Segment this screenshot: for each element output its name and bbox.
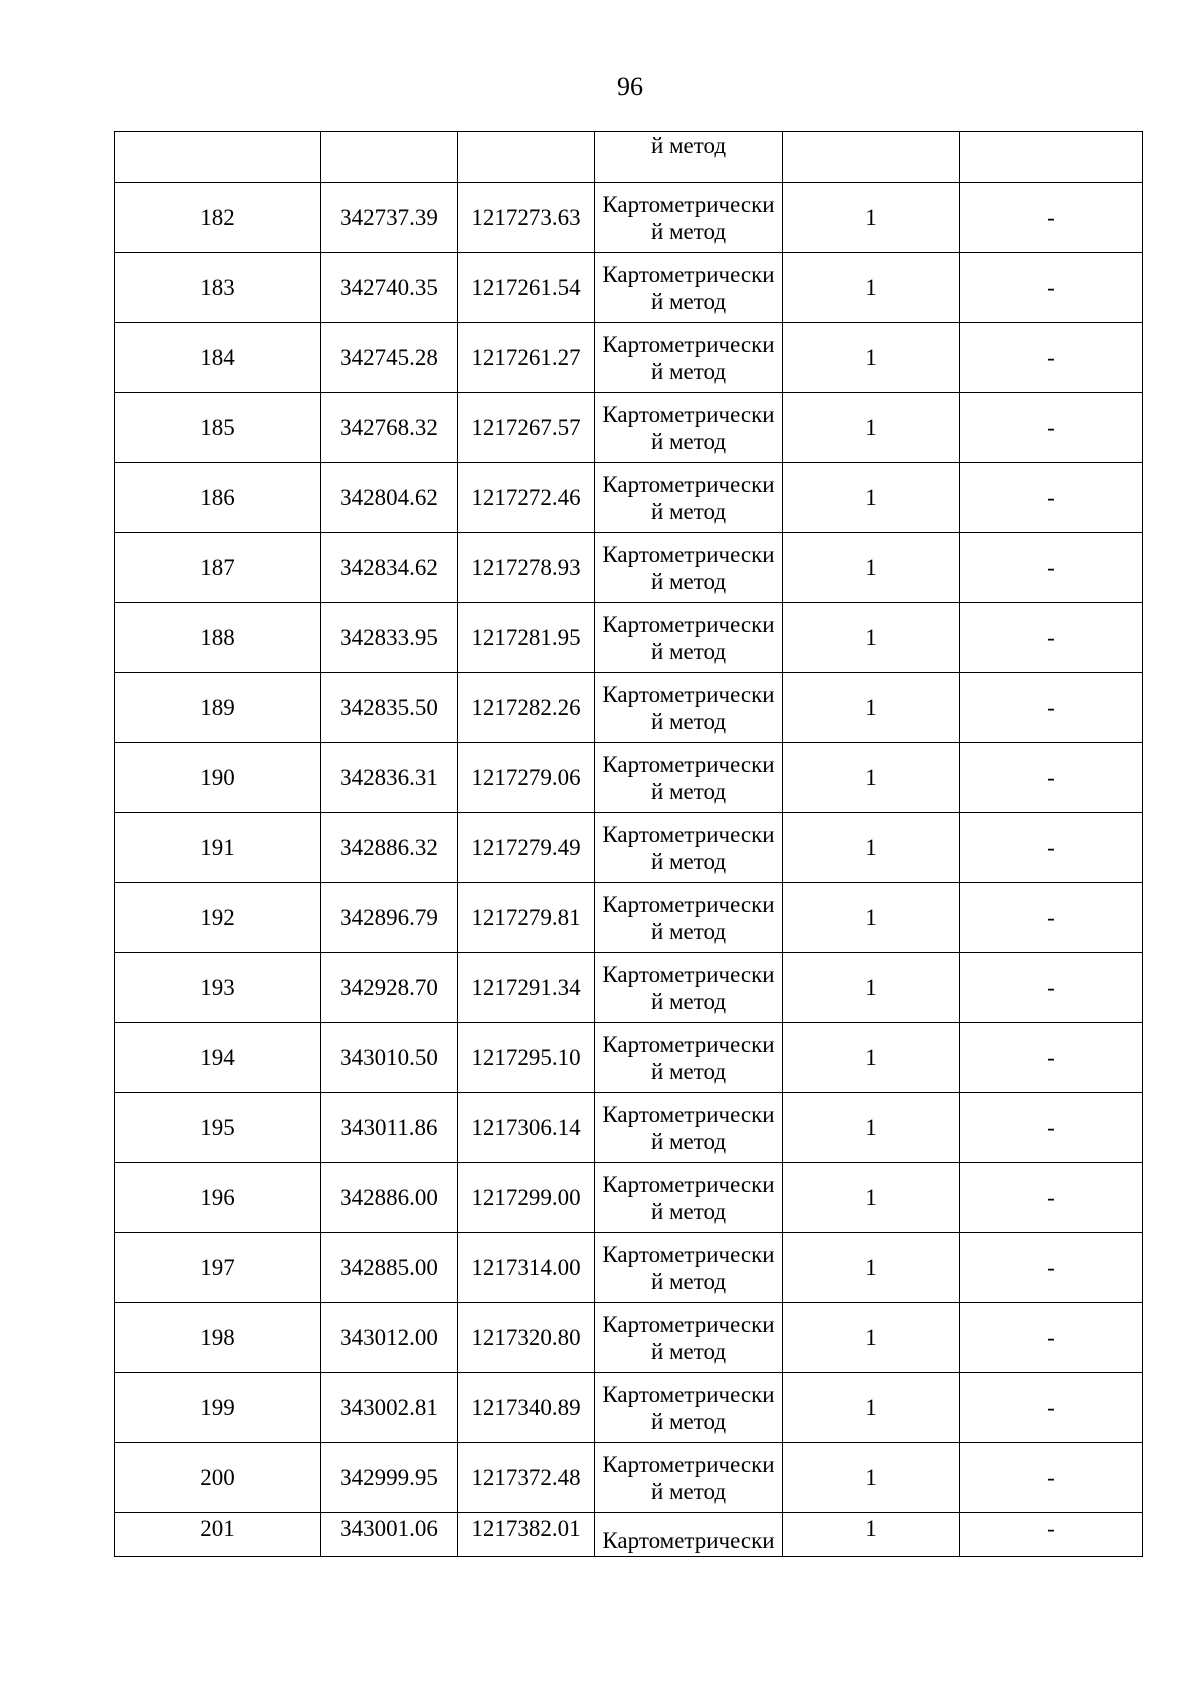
x-coordinate-cell: 342833.95 bbox=[321, 603, 458, 673]
method-line-1: Картометрически bbox=[602, 1451, 775, 1477]
method-line-1: Картометрически bbox=[602, 751, 775, 777]
accuracy-cell: 1 bbox=[783, 1303, 960, 1373]
method-cell bbox=[595, 603, 783, 673]
y-coordinate-cell: 1217306.14 bbox=[458, 1093, 595, 1163]
accuracy-cell: 1 bbox=[783, 1023, 960, 1093]
x-coordinate-cell: 342928.70 bbox=[321, 953, 458, 1023]
method-cell bbox=[595, 1373, 783, 1443]
y-coordinate-cell: 1217299.00 bbox=[458, 1163, 595, 1233]
method-line-2: й метод bbox=[650, 1408, 727, 1434]
method-cell bbox=[595, 883, 783, 953]
description-cell: - bbox=[960, 603, 1143, 673]
y-coordinate-cell: 1217279.81 bbox=[458, 883, 595, 953]
table-row bbox=[115, 1443, 1143, 1513]
point-number-cell: 184 bbox=[115, 323, 321, 393]
method-line-1: Картометрически bbox=[602, 261, 775, 287]
accuracy-cell: 1 bbox=[783, 1373, 960, 1443]
point-number-cell: 182 bbox=[115, 183, 321, 253]
y-coordinate-cell: 1217372.48 bbox=[458, 1443, 595, 1513]
point-number-cell: 186 bbox=[115, 463, 321, 533]
description-cell: - bbox=[960, 673, 1143, 743]
table-row-continued bbox=[115, 132, 1143, 183]
method-cell bbox=[595, 743, 783, 813]
method-line-1: Картометрически bbox=[602, 1241, 775, 1267]
method-line-2: й метод bbox=[650, 498, 727, 524]
method-line-1: Картометрически bbox=[602, 821, 775, 847]
method-cell bbox=[595, 1023, 783, 1093]
y-coordinate-cell: 1217295.10 bbox=[458, 1023, 595, 1093]
x-coordinate-cell: 343011.86 bbox=[321, 1093, 458, 1163]
accuracy-cell: 1 bbox=[783, 1443, 960, 1513]
description-cell: - bbox=[960, 1443, 1143, 1513]
x-coordinate-cell: 342740.35 bbox=[321, 253, 458, 323]
y-coordinate-cell: 1217279.06 bbox=[458, 743, 595, 813]
x-coordinate-cell: 342885.00 bbox=[321, 1233, 458, 1303]
x-coordinate-cell: 342999.95 bbox=[321, 1443, 458, 1513]
x-coordinate-cell: 343012.00 bbox=[321, 1303, 458, 1373]
point-number-cell: 198 bbox=[115, 1303, 321, 1373]
accuracy-cell: 1 bbox=[783, 1233, 960, 1303]
table-row-last bbox=[115, 1513, 1143, 1557]
method-line-2: й метод bbox=[650, 1338, 727, 1364]
table-row bbox=[115, 393, 1143, 463]
method-cell bbox=[595, 673, 783, 743]
point-number-cell: 188 bbox=[115, 603, 321, 673]
accuracy-cell: 1 bbox=[783, 883, 960, 953]
method-line-1: Картометрически bbox=[602, 1171, 775, 1197]
accuracy-cell: 1 bbox=[783, 323, 960, 393]
method-cell bbox=[595, 953, 783, 1023]
description-cell: - bbox=[960, 1093, 1143, 1163]
table-row bbox=[115, 813, 1143, 883]
description-cell: - bbox=[960, 813, 1143, 883]
y-coordinate-cell: 1217272.46 bbox=[458, 463, 595, 533]
y-coordinate-cell: 1217278.93 bbox=[458, 533, 595, 603]
accuracy-cell: 1 bbox=[783, 1163, 960, 1233]
method-line-1: Картометрически bbox=[602, 1381, 775, 1407]
x-coordinate-cell: 342835.50 bbox=[321, 673, 458, 743]
table-row bbox=[115, 603, 1143, 673]
table-row bbox=[115, 673, 1143, 743]
method-line-1: Картометрически bbox=[602, 331, 775, 357]
x-coordinate-cell: 343002.81 bbox=[321, 1373, 458, 1443]
y-coordinate-cell bbox=[458, 132, 595, 183]
method-line-2: й метод bbox=[650, 918, 727, 944]
x-coordinate-cell: 342886.32 bbox=[321, 813, 458, 883]
point-number-cell: 187 bbox=[115, 533, 321, 603]
accuracy-cell: 1 bbox=[783, 813, 960, 883]
description-cell: - bbox=[960, 393, 1143, 463]
method-line-2: й метод bbox=[650, 848, 727, 874]
table-row bbox=[115, 1023, 1143, 1093]
table-row bbox=[115, 1093, 1143, 1163]
table-row bbox=[115, 323, 1143, 393]
description-cell: - bbox=[960, 323, 1143, 393]
accuracy-cell: 1 bbox=[783, 603, 960, 673]
point-number-cell: 185 bbox=[115, 393, 321, 463]
description-cell: - bbox=[960, 883, 1143, 953]
method-line-2: й метод bbox=[650, 1128, 727, 1154]
method-cell bbox=[595, 813, 783, 883]
accuracy-cell: 1 bbox=[783, 253, 960, 323]
y-coordinate-cell: 1217382.01 bbox=[458, 1513, 595, 1557]
accuracy-cell: 1 bbox=[783, 1513, 960, 1557]
method-line-1: Картометрически bbox=[602, 891, 775, 917]
method-cell bbox=[595, 533, 783, 603]
x-coordinate-cell: 342768.32 bbox=[321, 393, 458, 463]
description-cell: - bbox=[960, 1163, 1143, 1233]
method-line-2: й метод bbox=[650, 708, 727, 734]
table-row bbox=[115, 463, 1143, 533]
y-coordinate-cell: 1217261.54 bbox=[458, 253, 595, 323]
method-line-1: Картометрически bbox=[602, 611, 775, 637]
table-body bbox=[115, 132, 1143, 1557]
point-number-cell: 199 bbox=[115, 1373, 321, 1443]
method-cell bbox=[595, 323, 783, 393]
method-line-2: й метод bbox=[650, 358, 727, 384]
point-number-cell: 201 bbox=[115, 1513, 321, 1557]
x-coordinate-cell: 343001.06 bbox=[321, 1513, 458, 1557]
method-line-1: Картометрически bbox=[602, 1031, 775, 1057]
point-number-cell: 183 bbox=[115, 253, 321, 323]
description-cell: - bbox=[960, 1303, 1143, 1373]
point-number-cell bbox=[115, 132, 321, 183]
method-line-1: Картометрически bbox=[602, 401, 775, 427]
method-line-2: й метод bbox=[650, 638, 727, 664]
x-coordinate-cell: 342896.79 bbox=[321, 883, 458, 953]
table-row bbox=[115, 253, 1143, 323]
point-number-cell: 192 bbox=[115, 883, 321, 953]
method-cell bbox=[595, 463, 783, 533]
table-row bbox=[115, 533, 1143, 603]
point-number-cell: 197 bbox=[115, 1233, 321, 1303]
method-cell bbox=[595, 1303, 783, 1373]
y-coordinate-cell: 1217340.89 bbox=[458, 1373, 595, 1443]
method-line-2: й метод bbox=[650, 1198, 727, 1224]
x-coordinate-cell: 342834.62 bbox=[321, 533, 458, 603]
method-line-2: й метод bbox=[650, 1058, 727, 1084]
description-cell: - bbox=[960, 743, 1143, 813]
accuracy-cell: 1 bbox=[783, 673, 960, 743]
method-line-2: й метод bbox=[650, 568, 727, 594]
page-number: 96 bbox=[617, 72, 643, 101]
method-line-1: Картометрически bbox=[602, 471, 775, 497]
accuracy-cell: 1 bbox=[783, 743, 960, 813]
method-line-2: й метод bbox=[650, 218, 727, 244]
x-coordinate-cell bbox=[321, 132, 458, 183]
description-cell: - bbox=[960, 253, 1143, 323]
method-cell bbox=[595, 183, 783, 253]
table-row bbox=[115, 1233, 1143, 1303]
description-cell: - bbox=[960, 463, 1143, 533]
method-line-2: й метод bbox=[650, 988, 727, 1014]
method-line-2: й метод bbox=[650, 288, 727, 314]
description-cell: - bbox=[960, 1023, 1143, 1093]
accuracy-cell: 1 bbox=[783, 1093, 960, 1163]
method-line-1: Картометрически bbox=[602, 1101, 775, 1127]
method-line-2: й метод bbox=[650, 778, 727, 804]
description-cell bbox=[960, 132, 1143, 183]
point-number-cell: 190 bbox=[115, 743, 321, 813]
accuracy-cell: 1 bbox=[783, 393, 960, 463]
accuracy-cell: 1 bbox=[783, 463, 960, 533]
point-number-cell: 200 bbox=[115, 1443, 321, 1513]
x-coordinate-cell: 342836.31 bbox=[321, 743, 458, 813]
table-row bbox=[115, 183, 1143, 253]
description-cell: - bbox=[960, 1233, 1143, 1303]
point-number-cell: 196 bbox=[115, 1163, 321, 1233]
x-coordinate-cell: 342886.00 bbox=[321, 1163, 458, 1233]
x-coordinate-cell: 343010.50 bbox=[321, 1023, 458, 1093]
y-coordinate-cell: 1217267.57 bbox=[458, 393, 595, 463]
y-coordinate-cell: 1217273.63 bbox=[458, 183, 595, 253]
method-cell bbox=[595, 1093, 783, 1163]
table-row bbox=[115, 1373, 1143, 1443]
y-coordinate-cell: 1217282.26 bbox=[458, 673, 595, 743]
y-coordinate-cell: 1217314.00 bbox=[458, 1233, 595, 1303]
accuracy-cell: 1 bbox=[783, 953, 960, 1023]
table-row bbox=[115, 1163, 1143, 1233]
point-number-cell: 195 bbox=[115, 1093, 321, 1163]
accuracy-cell: 1 bbox=[783, 533, 960, 603]
y-coordinate-cell: 1217291.34 bbox=[458, 953, 595, 1023]
table-row bbox=[115, 953, 1143, 1023]
method-cell bbox=[595, 1163, 783, 1233]
method-line-1: Картометрически bbox=[602, 681, 775, 707]
method-cell bbox=[595, 393, 783, 463]
table-row bbox=[115, 883, 1143, 953]
y-coordinate-cell: 1217320.80 bbox=[458, 1303, 595, 1373]
description-cell: - bbox=[960, 1373, 1143, 1443]
method-line-1: Картометрически bbox=[602, 961, 775, 987]
method-cell bbox=[595, 1443, 783, 1513]
method-line-2: й метод bbox=[650, 428, 727, 454]
table-row bbox=[115, 743, 1143, 813]
method-line-1: Картометрически bbox=[602, 1311, 775, 1337]
description-cell: - bbox=[960, 1513, 1143, 1557]
method-cell bbox=[595, 253, 783, 323]
description-cell: - bbox=[960, 183, 1143, 253]
y-coordinate-cell: 1217279.49 bbox=[458, 813, 595, 883]
method-cell bbox=[595, 1233, 783, 1303]
y-coordinate-cell: 1217281.95 bbox=[458, 603, 595, 673]
description-cell: - bbox=[960, 533, 1143, 603]
method-line-2: й метод bbox=[650, 1478, 727, 1504]
accuracy-cell bbox=[783, 132, 960, 183]
accuracy-cell: 1 bbox=[783, 183, 960, 253]
x-coordinate-cell: 342745.28 bbox=[321, 323, 458, 393]
point-number-cell: 193 bbox=[115, 953, 321, 1023]
coordinates-table bbox=[114, 131, 1143, 1557]
point-number-cell: 191 bbox=[115, 813, 321, 883]
method-cell: й метод bbox=[595, 132, 783, 183]
point-number-cell: 189 bbox=[115, 673, 321, 743]
y-coordinate-cell: 1217261.27 bbox=[458, 323, 595, 393]
point-number-cell: 194 bbox=[115, 1023, 321, 1093]
table-row bbox=[115, 1303, 1143, 1373]
method-cell: Картометрически bbox=[595, 1513, 783, 1557]
description-cell: - bbox=[960, 953, 1143, 1023]
method-line-1: Картометрически bbox=[602, 541, 775, 567]
method-line-2: й метод bbox=[650, 1268, 727, 1294]
x-coordinate-cell: 342804.62 bbox=[321, 463, 458, 533]
x-coordinate-cell: 342737.39 bbox=[321, 183, 458, 253]
method-line-1: Картометрически bbox=[602, 191, 775, 217]
